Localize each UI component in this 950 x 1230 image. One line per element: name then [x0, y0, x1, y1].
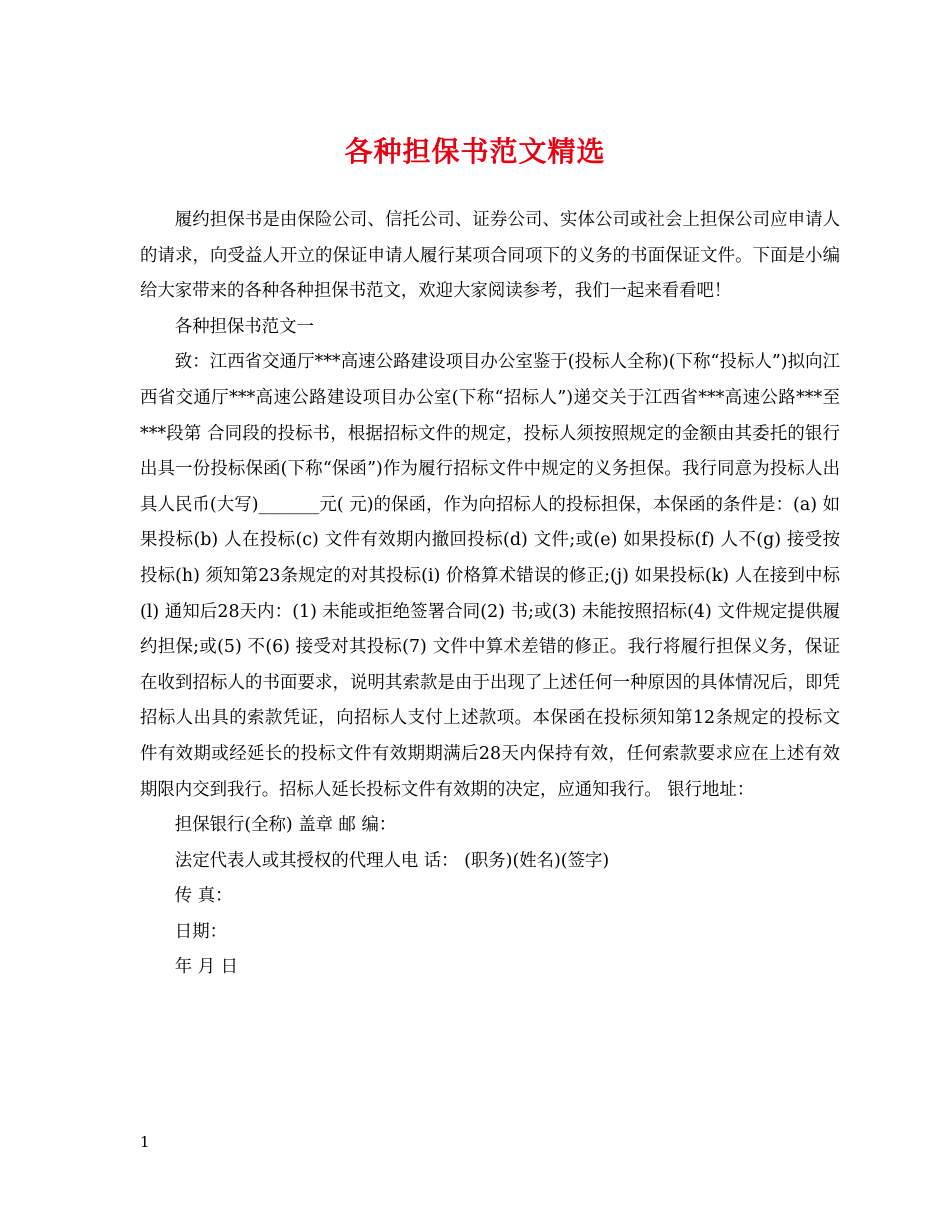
- fax-line: 传 真：: [174, 886, 233, 907]
- document-body: [140, 203, 840, 986]
- section-heading: 各种担保书范文一: [174, 316, 314, 337]
- date-line: 日期：: [174, 921, 227, 942]
- guarantor-bank-line: 担保银行(全称) 盖章 邮 编：: [174, 815, 397, 836]
- year-month-day-line: 年 月 日: [174, 957, 239, 978]
- guarantee-letter-paragraph: 致：江西省交通厅***高速公路建设项目办公室鉴于(投标人全称)(下称“投标人”)拟向江西省交通厅***高速公路建设项目办公室(下称“招标人”)递交关于江西省***高速公路***至***段第 合同段的投标书，根据招标文件的规定，投标人须按照规定的金额由其委托的银行出具一份投标保函(下称“保函”)作为履行招标文件中规定的义务担保。我行同意为投标人出具人民币(大写)_______元( 元)的保函，作为向招标人的投标担保，本保函的条件是：(a) 如果投标(b) 人在投标(c) 文件有效期内撤回投标(d) 文件;或(e) 如果投标(f) 人不(g) 接受按投标(h) 须知第23条规定的对其投标(i) 价格算术错误的修正;(j) 如果投标(k) 人在接到中标(l) 通知后28天内：(1) 未能或拒绝签署合同(2) 书;或(3) 未能按照招标(4) 文件规定提供履约担保;或(5) 不(6) 接受对其投标(7) 文件中算术差错的修正。我行将履行担保义务，保证在收到招标人的书面要求，说明其索款是由于出现了上述任何一种原因的具体情况后，即凭招标人出具的索款凭证，向招标人支付上述款项。本保函在投标须知第12条规定的投标文件有效期或经延长的投标文件有效期期满后28天内保持有效，任何索款要求应在上述有效期限内交到我行。招标人延长投标文件有效期的决定，应通知我行。 银行地址：: [140, 352, 840, 800]
- intro-paragraph: 履约担保书是由保险公司、信托公司、证券公司、实体公司或社会上担保公司应申请人的请求，向受益人开立的保证申请人履行某项合同项下的义务的书面保证文件。下面是小编给大家带来的各种各种担保书范文，欢迎大家阅读参考，我们一起来看看吧！: [140, 210, 840, 302]
- page-title: 各种担保书范文精选: [344, 135, 606, 168]
- page-number: 1: [140, 1133, 150, 1151]
- legal-representative-line: 法定代表人或其授权的代理人电 话： (职务)(姓名)(签字): [174, 850, 610, 871]
